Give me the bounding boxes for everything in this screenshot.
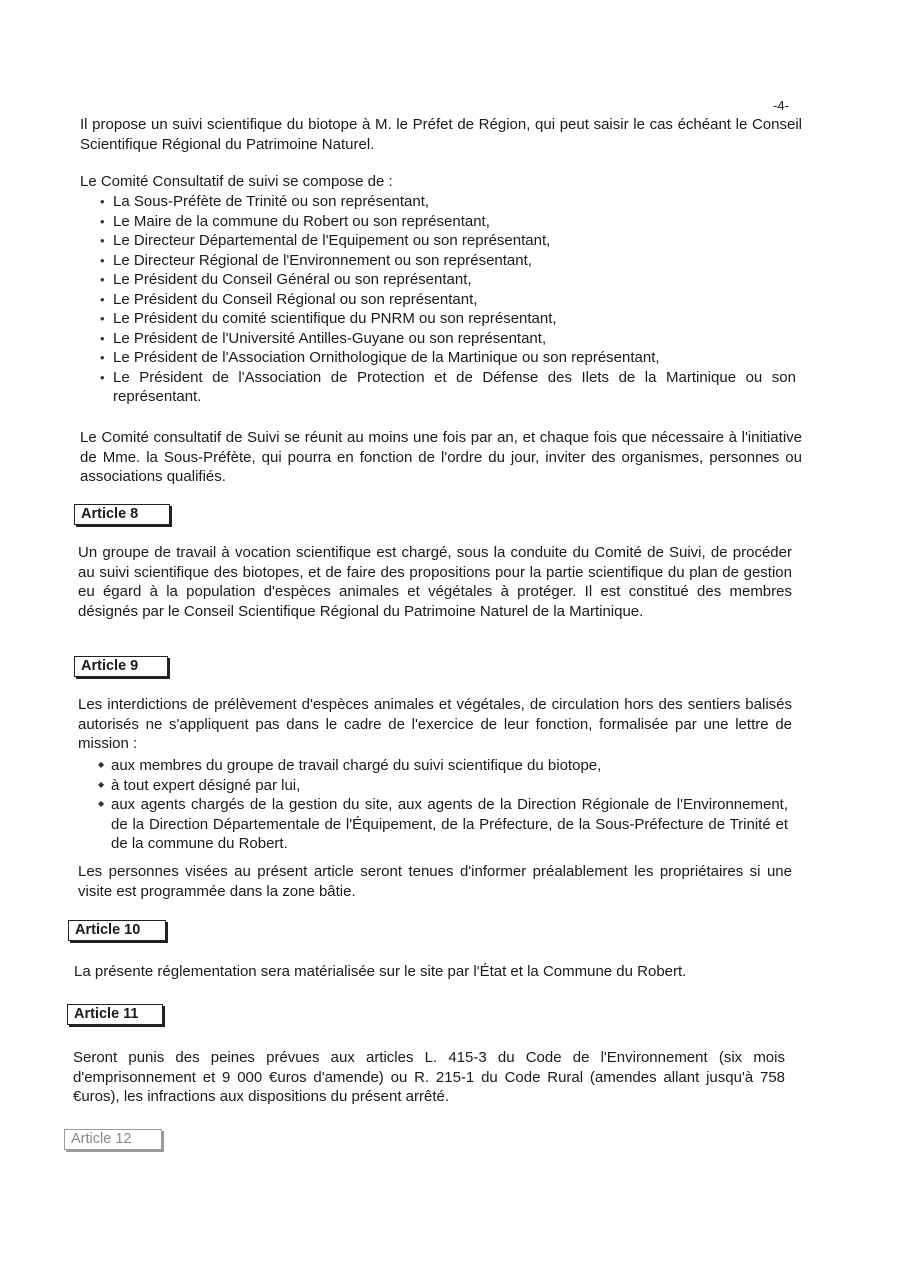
list-item: • Le Président du comité scientifique du PNRM ou son représentant, [100,309,796,329]
article-10-heading: Article 10 [68,920,166,941]
list-item: • Le Maire de la commune du Robert ou son représentant, [100,212,796,232]
list-item: ◆ aux membres du groupe de travail chargé du suivi scientifique du biotope, [98,756,788,776]
list-item: ◆ aux agents chargés de la gestion du site, aux agents de la Direction Régionale de l'Environnement, de la Direction Départementale de l'Équipement, de la Préfecture, de la Sous-Préfecture de Trinité et de la commune du Robert. [98,795,788,854]
intro-paragraph: Il propose un suivi scientifique du biotope à M. le Préfet de Région, qui peut saisir le cas échéant le Conseil Scientifique Régional du Patrimoine Naturel. [80,116,802,153]
list-item: • Le Président du Conseil Régional ou son représentant, [100,290,796,310]
article-8-text: Un groupe de travail à vocation scientifique est chargé, sous la conduite du Comité de Suivi, de procéder au suivi scientifique des biotopes, et de faire des propositions pour la partie scientifique du plan de gestion eu égard à la population d'espèces animales et végétales à protéger. Il est constitué des membres désignés par le Conseil Scientifique Régional du Patrimoine Naturel de la Martinique. [78,544,792,620]
list-item: • La Sous-Préfète de Trinité ou son représentant, [100,192,796,212]
page-number: -4- [773,98,789,113]
committee-meeting-paragraph: Le Comité consultatif de Suivi se réunit au moins une fois par an, et chaque fois que nécessaire à l'initiative de Mme. la Sous-Préfète, qui pourra en fonction de l'ordre du jour, inviter des organismes, personnes ou associations qualifiés. [80,429,802,485]
list-item: • Le Président de l'Université Antilles-Guyane ou son représentant, [100,329,796,349]
article-10-text: La présente réglementation sera matérialisée sur le site par l'État et la Commune du Robert. [74,963,687,980]
committee-intro: Le Comité Consultatif de suivi se compose de : [80,173,393,190]
committee-members-list [100,192,796,407]
list-item: • Le Directeur Départemental de l'Equipement ou son représentant, [100,231,796,251]
article-9-list [98,756,788,854]
article-12-heading: Article 12 [64,1129,162,1150]
list-item: • Le Directeur Régional de l'Environnement ou son représentant, [100,251,796,271]
article-9-heading: Article 9 [74,656,168,677]
list-item: • Le Président du Conseil Général ou son représentant, [100,270,796,290]
article-11-text: Seront punis des peines prévues aux articles L. 415-3 du Code de l'Environnement (six mois d'emprisonnement et 9 000 €uros d'amende) ou R. 215-1 du Code Rural (amendes allant jusqu'à 758 €uros), les infractions aux dispositions du présent arrêté. [73,1049,785,1105]
article-9-outro: Les personnes visées au présent article seront tenues d'informer préalablement les propriétaires si une visite est programmée dans la zone bâtie. [78,863,792,900]
list-item: • Le Président de l'Association de Protection et de Défense des Ilets de la Martinique ou son représentant. [100,368,796,407]
article-11-heading: Article 11 [67,1004,163,1025]
article-8-heading: Article 8 [74,504,170,525]
article-9-intro: Les interdictions de prélèvement d'espèces animales et végétales, de circulation hors des sentiers balisés autorisés ne s'appliquent pas dans le cadre de l'exercice de leur fonction, formalisée par une lettre de mission : [78,696,792,752]
list-item: • Le Président de l'Association Ornithologique de la Martinique ou son représentant, [100,348,796,368]
list-item: ◆ à tout expert désigné par lui, [98,776,788,796]
